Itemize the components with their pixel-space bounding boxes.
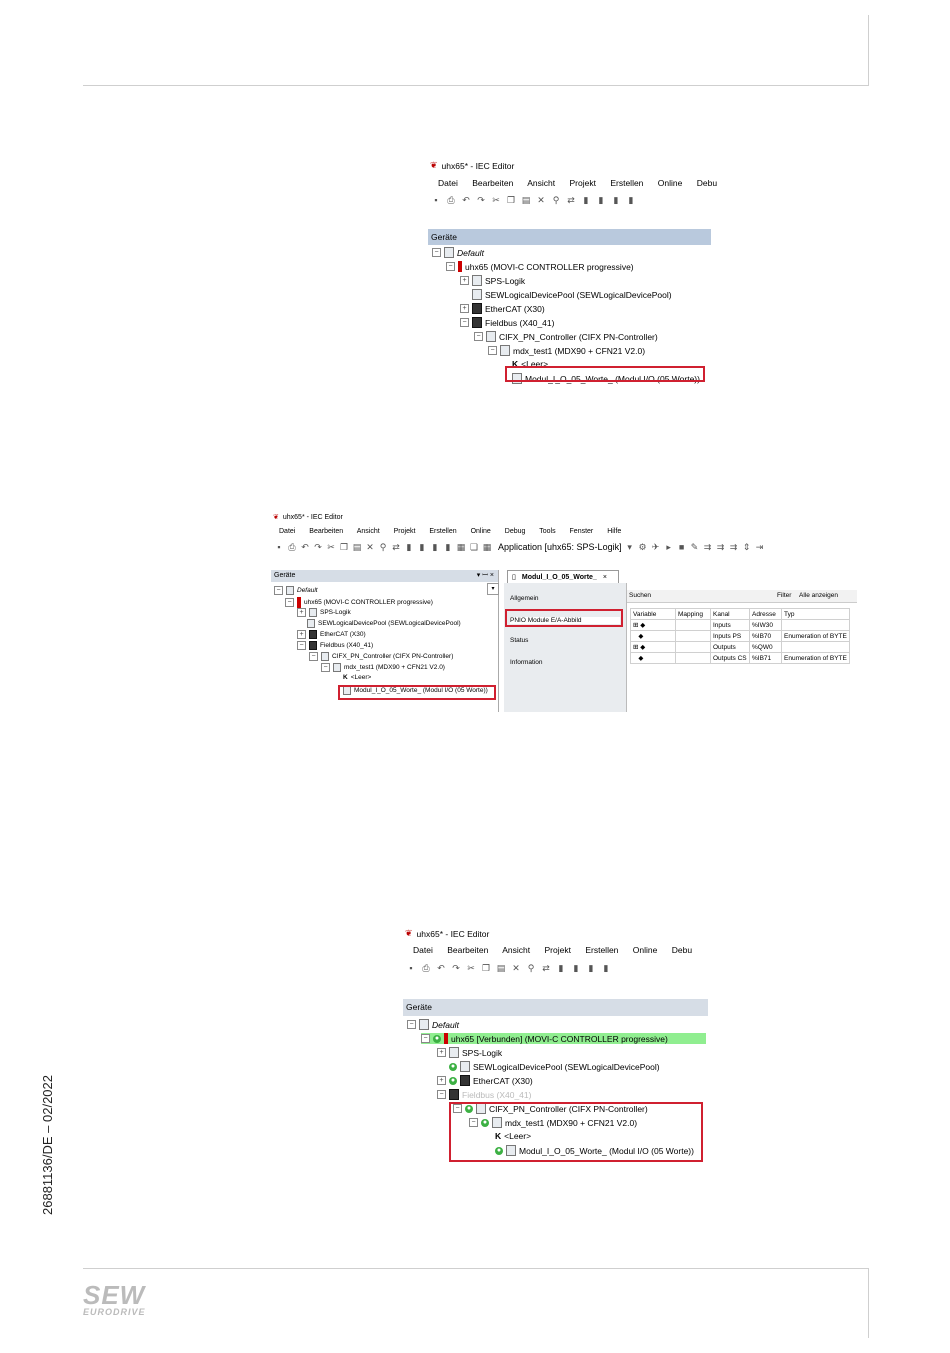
cut-icon[interactable]: ✂ bbox=[327, 542, 335, 552]
stop-icon[interactable]: ■ bbox=[678, 542, 685, 552]
replace-icon[interactable]: ⇄ bbox=[392, 542, 400, 552]
project-icon bbox=[444, 247, 454, 258]
logout-icon[interactable]: ✈ bbox=[651, 542, 660, 552]
collapse-icon[interactable]: − bbox=[274, 586, 283, 595]
cut-icon[interactable]: ✂ bbox=[467, 963, 475, 973]
menu-hilfe[interactable]: Hilfe bbox=[607, 528, 622, 535]
table-row[interactable] bbox=[631, 620, 850, 631]
connected-icon: ● bbox=[496, 1146, 502, 1154]
collapse-icon[interactable]: − bbox=[469, 1118, 478, 1127]
plc-logic-icon bbox=[449, 1047, 459, 1058]
screenshot-iec-editor-2 bbox=[271, 510, 857, 712]
menu-datei[interactable]: Datei bbox=[279, 528, 296, 535]
bus-icon bbox=[460, 1075, 470, 1086]
bookmark-prev-icon[interactable]: ▮ bbox=[432, 542, 438, 552]
expand-icon[interactable]: + bbox=[437, 1048, 446, 1057]
tree-item-empty-slot[interactable]: K <Leer> bbox=[343, 674, 372, 681]
adresse-cell: %IB71 bbox=[750, 653, 782, 664]
tree-item-device-pool[interactable]: ● SEWLogicalDevicePool (SEWLogicalDevicePool) bbox=[450, 1061, 660, 1072]
menu-erstellen[interactable]: Erstellen bbox=[429, 528, 457, 535]
col-adresse[interactable]: Adresse bbox=[750, 609, 782, 620]
find-icon[interactable]: ⚲ bbox=[379, 542, 387, 552]
tree-item-device-pool[interactable]: SEWLogicalDevicePool (SEWLogicalDevicePool) bbox=[472, 289, 672, 300]
bookmark-next-icon[interactable]: ▮ bbox=[598, 195, 604, 205]
delete-icon[interactable]: ✕ bbox=[537, 195, 545, 205]
panel-title: Geräte bbox=[274, 572, 296, 579]
variable-cell[interactable]: ◆ bbox=[631, 653, 676, 664]
editor-side-tabs bbox=[504, 583, 627, 712]
application-label[interactable]: Application [uhx65: SPS-Logik] bbox=[498, 542, 622, 552]
device-pool-icon bbox=[460, 1061, 470, 1072]
window-title: uhx65* - IEC Editor bbox=[282, 513, 343, 521]
copy-icon[interactable]: ❐ bbox=[339, 542, 349, 552]
tree-item-fieldbus[interactable]: − Fieldbus (X40_41) bbox=[437, 1089, 531, 1100]
paste-icon[interactable]: ▤ bbox=[521, 195, 531, 205]
tree-item-fieldbus[interactable]: − Fieldbus (X40_41) bbox=[297, 641, 373, 650]
bus-icon bbox=[472, 303, 482, 314]
tree-item-controller[interactable]: − uhx65 (MOVI-C CONTROLLER progressive) bbox=[285, 597, 433, 608]
undo-icon[interactable]: ↶ bbox=[301, 542, 309, 552]
tree-item-default[interactable]: − Default bbox=[274, 586, 318, 595]
plc-logic-icon bbox=[309, 608, 317, 617]
collapse-icon[interactable]: − bbox=[321, 663, 330, 672]
collapse-icon[interactable]: − bbox=[453, 1104, 462, 1113]
menu-bearbeiten[interactable]: Bearbeiten bbox=[309, 528, 344, 535]
variable-cell[interactable]: ⊞ ◆ bbox=[631, 642, 676, 653]
devices-panel-header bbox=[403, 999, 708, 1016]
tree-item-empty-slot[interactable]: K <Leer> bbox=[512, 359, 549, 369]
tree-item-device-pool[interactable]: SEWLogicalDevicePool (SEWLogicalDevicePool) bbox=[307, 619, 461, 628]
filter-label[interactable]: Filter bbox=[777, 592, 792, 599]
project-icon bbox=[286, 586, 294, 595]
bus-icon bbox=[449, 1089, 459, 1100]
tab-information[interactable]: Information bbox=[510, 659, 543, 666]
cut-icon[interactable]: ✂ bbox=[492, 195, 500, 205]
tree-item-fieldbus[interactable]: − Fieldbus (X40_41) bbox=[460, 317, 554, 328]
copy-icon[interactable]: ❐ bbox=[481, 963, 491, 973]
collapse-icon[interactable]: − bbox=[437, 1090, 446, 1099]
slot-icon: K bbox=[512, 359, 519, 369]
menu-debug[interactable]: Debug bbox=[504, 528, 526, 535]
connected-icon: ● bbox=[482, 1118, 488, 1126]
menu-erstellen[interactable]: Erstellen bbox=[610, 178, 644, 188]
adresse-cell: %IW30 bbox=[750, 620, 782, 631]
controller-icon bbox=[297, 597, 301, 608]
bookmark-next-icon[interactable]: ▮ bbox=[419, 542, 425, 552]
more-icon[interactable]: ⇥ bbox=[755, 542, 764, 552]
tree-item-mdx-test1[interactable]: − ● mdx_test1 (MDX90 + CFN21 V2.0) bbox=[469, 1117, 637, 1128]
col-variable[interactable]: Variable bbox=[631, 609, 676, 620]
find-icon[interactable]: ⚲ bbox=[527, 963, 535, 973]
bus-icon bbox=[309, 641, 317, 650]
menu-bearbeiten[interactable]: Bearbeiten bbox=[447, 945, 489, 955]
run-icon[interactable]: ▸ bbox=[666, 542, 671, 552]
mapping-cell bbox=[676, 620, 711, 631]
collapse-icon[interactable]: − bbox=[297, 641, 306, 650]
undo-icon[interactable]: ↶ bbox=[437, 963, 445, 973]
toolbar bbox=[431, 195, 711, 205]
mapping-cell bbox=[676, 642, 711, 653]
redbox-pnio bbox=[505, 609, 623, 627]
card-icon bbox=[486, 331, 496, 342]
header-rule bbox=[83, 85, 869, 86]
menu-bearbeiten[interactable]: Bearbeiten bbox=[472, 178, 514, 188]
menu-datei[interactable]: Datei bbox=[413, 945, 433, 955]
bookmark-clear-icon[interactable]: ▮ bbox=[603, 963, 609, 973]
table-row[interactable] bbox=[631, 653, 850, 664]
adresse-cell: %IB70 bbox=[750, 631, 782, 642]
menu-projekt[interactable]: Projekt bbox=[569, 178, 596, 188]
highlight-box bbox=[505, 366, 705, 382]
kanal-cell: Inputs bbox=[711, 620, 750, 631]
tree-item-ethercat[interactable]: + EtherCAT (X30) bbox=[460, 303, 545, 314]
device-pool-icon bbox=[472, 289, 482, 300]
kanal-cell: Outputs bbox=[711, 642, 750, 653]
bookmark-prev-icon[interactable]: ▮ bbox=[588, 963, 594, 973]
screenshot-iec-editor-3 bbox=[403, 925, 708, 1177]
menu-ansicht[interactable]: Ansicht bbox=[356, 528, 380, 535]
redo-icon[interactable]: ↷ bbox=[314, 542, 322, 552]
panel-title: Geräte bbox=[406, 1002, 432, 1012]
tree-item-cifx-controller[interactable]: − ● CIFX_PN_Controller (CIFX PN-Controller) bbox=[453, 1103, 648, 1114]
bookmark-clear-icon[interactable]: ▮ bbox=[445, 542, 451, 552]
table-row[interactable] bbox=[631, 642, 850, 653]
kanal-cell: Inputs PS bbox=[711, 631, 750, 642]
footer-side-rule bbox=[868, 1268, 869, 1338]
io-mapping-table bbox=[630, 608, 850, 664]
dropdown-icon[interactable]: ▾ bbox=[627, 542, 632, 552]
tree-item-io-module[interactable]: Modul_I_O_05_Worte_ (Modul I/O (05 Worte)) bbox=[343, 686, 488, 695]
window-title: uhx65* - IEC Editor bbox=[441, 160, 515, 171]
tree-item-sps-logik[interactable]: + SPS-Logik bbox=[460, 275, 525, 286]
typ-cell: Enumeration of BYTE bbox=[782, 631, 850, 642]
tree-item-cifx-controller[interactable]: − CIFX_PN_Controller (CIFX PN-Controller) bbox=[309, 652, 453, 661]
logo-bottom: EURODRIVE bbox=[83, 1307, 146, 1317]
devices-panel-header bbox=[428, 229, 711, 245]
mapping-cell bbox=[676, 631, 711, 642]
find-icon[interactable]: ⚲ bbox=[552, 195, 560, 205]
menu-bar bbox=[413, 945, 708, 955]
sew-logo bbox=[83, 1280, 146, 1317]
reset-icon[interactable]: ✎ bbox=[690, 542, 699, 552]
tree-item-mdx-test1[interactable]: − mdx_test1 (MDX90 + CFN21 V2.0) bbox=[488, 345, 645, 356]
search-label[interactable]: Suchen bbox=[629, 592, 652, 599]
close-icon[interactable]: × bbox=[602, 574, 607, 581]
replace-icon[interactable]: ⇄ bbox=[542, 963, 550, 973]
variable-cell[interactable]: ⊞ ◆ bbox=[631, 620, 676, 631]
save-icon[interactable]: ▪ bbox=[434, 195, 438, 205]
collapse-icon[interactable]: − bbox=[407, 1020, 416, 1029]
copy-icon[interactable]: ❐ bbox=[506, 195, 516, 205]
delete-icon[interactable]: ✕ bbox=[512, 963, 520, 973]
tree-item-ethercat[interactable]: + EtherCAT (X30) bbox=[297, 630, 366, 639]
connected-icon: ● bbox=[466, 1104, 472, 1112]
search-bar bbox=[627, 590, 857, 603]
collapse-icon[interactable]: − bbox=[285, 598, 294, 607]
col-mapping[interactable]: Mapping bbox=[676, 609, 711, 620]
slot-icon: K bbox=[495, 1131, 502, 1141]
menu-online[interactable]: Online bbox=[632, 945, 658, 955]
menu-projekt[interactable]: Projekt bbox=[393, 528, 416, 535]
window-title: uhx65* - IEC Editor bbox=[416, 928, 490, 939]
bookmark-clear-icon[interactable]: ▮ bbox=[628, 195, 634, 205]
menu-debug[interactable]: Debu bbox=[696, 178, 718, 188]
plc-logic-icon bbox=[472, 275, 482, 286]
variable-cell[interactable]: ◆ bbox=[631, 631, 676, 642]
menu-projekt[interactable]: Projekt bbox=[544, 945, 571, 955]
typ-cell: Enumeration of BYTE bbox=[782, 653, 850, 664]
step-icon[interactable]: ⇉ bbox=[703, 542, 712, 552]
collapse-icon[interactable]: − bbox=[421, 1034, 430, 1043]
bus-icon bbox=[309, 630, 317, 639]
app-icon: ❦ bbox=[430, 160, 438, 170]
build-icon[interactable]: ▦ bbox=[456, 542, 466, 552]
expand-icon[interactable]: + bbox=[297, 630, 306, 639]
card-icon bbox=[321, 652, 329, 661]
replace-icon[interactable]: ⇄ bbox=[567, 195, 575, 205]
tree-item-controller[interactable]: − uhx65 (MOVI-C CONTROLLER progressive) bbox=[446, 261, 634, 272]
paste-icon[interactable]: ▤ bbox=[352, 542, 362, 552]
menu-erstellen[interactable]: Erstellen bbox=[585, 945, 619, 955]
screenshot-iec-editor-1 bbox=[428, 157, 718, 395]
collapse-icon[interactable]: − bbox=[309, 652, 318, 661]
logo-top: SEW bbox=[83, 1280, 146, 1310]
print-icon[interactable]: ⎙ bbox=[447, 195, 455, 205]
tree-item-sps-logik[interactable]: + SPS-Logik bbox=[437, 1047, 502, 1058]
step-out-icon[interactable]: ⇉ bbox=[729, 542, 738, 552]
typ-cell bbox=[782, 642, 850, 653]
menu-bar bbox=[438, 178, 718, 188]
header-side-rule bbox=[868, 15, 869, 85]
paste-icon[interactable]: ▤ bbox=[496, 963, 506, 973]
toolbar bbox=[406, 963, 708, 973]
collapse-icon[interactable]: − bbox=[446, 262, 455, 271]
expand-icon[interactable]: + bbox=[460, 304, 469, 313]
new-icon[interactable]: ❏ bbox=[469, 542, 479, 552]
print-icon[interactable]: ⎙ bbox=[288, 542, 296, 552]
redo-icon[interactable]: ↷ bbox=[452, 963, 460, 973]
panel-controls-icon[interactable]: ▾ ꟷ × bbox=[476, 572, 494, 579]
project-icon bbox=[419, 1019, 429, 1030]
drive-icon bbox=[500, 345, 510, 356]
collapse-icon[interactable]: − bbox=[488, 346, 497, 355]
footer-rule bbox=[83, 1268, 869, 1269]
grid-icon[interactable]: ▦ bbox=[482, 542, 492, 552]
typ-cell bbox=[782, 620, 850, 631]
tree-item-default[interactable]: − Default bbox=[432, 247, 484, 258]
menu-debug[interactable]: Debu bbox=[671, 945, 693, 955]
table-header-row bbox=[631, 609, 850, 620]
menu-datei[interactable]: Datei bbox=[438, 178, 458, 188]
delete-icon[interactable]: ✕ bbox=[366, 542, 374, 552]
expand-icon[interactable]: + bbox=[297, 608, 306, 617]
menu-online[interactable]: Online bbox=[470, 528, 491, 535]
tree-item-io-module[interactable]: ● Modul_I_O_05_Worte_ (Modul I/O (05 Worte)) bbox=[496, 1145, 694, 1156]
controller-icon bbox=[444, 1033, 448, 1044]
tree-item-cifx-controller[interactable]: − CIFX_PN_Controller (CIFX PN-Controller) bbox=[474, 331, 658, 342]
collapse-icon[interactable]: − bbox=[460, 318, 469, 327]
bookmark-icon[interactable]: ▮ bbox=[406, 542, 412, 552]
connected-icon: ● bbox=[434, 1034, 440, 1042]
print-icon[interactable]: ⎙ bbox=[422, 963, 430, 973]
tab-status[interactable]: Status bbox=[510, 637, 529, 644]
bookmark-icon[interactable]: ▮ bbox=[558, 963, 564, 973]
controller-icon bbox=[458, 261, 462, 272]
drive-icon bbox=[333, 663, 341, 672]
slot-icon: K bbox=[343, 674, 348, 681]
connected-icon: ● bbox=[450, 1062, 456, 1070]
tree-item-ethercat[interactable]: + ● EtherCAT (X30) bbox=[437, 1075, 533, 1086]
expand-icon[interactable]: + bbox=[437, 1076, 446, 1085]
tree-item-mdx-test1[interactable]: − mdx_test1 (MDX90 + CFN21 V2.0) bbox=[321, 663, 445, 672]
bus-icon bbox=[472, 317, 482, 328]
col-kanal[interactable]: Kanal bbox=[711, 609, 750, 620]
menu-fenster[interactable]: Fenster bbox=[569, 528, 594, 535]
toolbar bbox=[274, 542, 857, 552]
menu-ansicht[interactable]: Ansicht bbox=[502, 945, 531, 955]
table-row[interactable] bbox=[631, 631, 850, 642]
tree-item-default[interactable]: − Default bbox=[407, 1019, 459, 1030]
tree-item-sps-logik[interactable]: + SPS-Logik bbox=[297, 608, 351, 617]
mapping-cell bbox=[676, 653, 711, 664]
breakpoint-icon[interactable]: ⇕ bbox=[742, 542, 751, 552]
login-icon[interactable]: ⚙ bbox=[638, 542, 647, 552]
tab-allgemein[interactable]: Allgemein bbox=[510, 595, 539, 602]
editor-tab[interactable]: ▯ Modul_I_O_05_Worte_ × bbox=[507, 570, 619, 583]
redbox-module bbox=[338, 685, 496, 700]
highlight-box bbox=[449, 1102, 703, 1162]
bookmark-icon[interactable]: ▮ bbox=[583, 195, 589, 205]
module-icon: ▯ bbox=[512, 574, 516, 581]
step-into-icon[interactable]: ⇉ bbox=[716, 542, 725, 552]
kanal-cell: Outputs CS bbox=[711, 653, 750, 664]
save-icon[interactable]: ▪ bbox=[409, 963, 413, 973]
redo-icon[interactable]: ↷ bbox=[477, 195, 485, 205]
connected-icon: ● bbox=[450, 1076, 456, 1084]
col-typ[interactable]: Typ bbox=[782, 609, 850, 620]
bookmark-prev-icon[interactable]: ▮ bbox=[613, 195, 619, 205]
tab-pnio-abbild[interactable]: PNIO Module E/A-Abbild bbox=[510, 617, 620, 624]
filter-select[interactable]: Alle anzeigen bbox=[799, 592, 839, 599]
tree-item-controller[interactable]: − ● uhx65 [Verbunden] (MOVI-C CONTROLLER progressive) bbox=[421, 1033, 706, 1044]
menu-bar bbox=[279, 528, 857, 535]
tree-item-empty-slot[interactable]: K <Leer> bbox=[495, 1131, 532, 1141]
expand-icon[interactable]: + bbox=[460, 276, 469, 285]
app-icon: ❦ bbox=[405, 928, 413, 938]
document-id: 26881136/DE – 02/2022 bbox=[40, 1075, 55, 1215]
menu-ansicht[interactable]: Ansicht bbox=[527, 178, 556, 188]
device-pool-icon bbox=[307, 619, 315, 628]
scrollbar[interactable]: ▾ bbox=[487, 583, 499, 595]
save-icon[interactable]: ▪ bbox=[277, 542, 281, 552]
undo-icon[interactable]: ↶ bbox=[462, 195, 470, 205]
bookmark-next-icon[interactable]: ▮ bbox=[573, 963, 579, 973]
adresse-cell: %QW0 bbox=[750, 642, 782, 653]
app-icon: ❦ bbox=[273, 514, 279, 521]
menu-online[interactable]: Online bbox=[657, 178, 683, 188]
menu-tools[interactable]: Tools bbox=[539, 528, 556, 535]
collapse-icon[interactable]: − bbox=[432, 248, 441, 257]
panel-title: Geräte bbox=[431, 232, 457, 242]
tree-item-io-module[interactable]: Modul_I_O_05_Worte_ (Modul I/O (05 Worte)) bbox=[512, 373, 700, 384]
collapse-icon[interactable]: − bbox=[474, 332, 483, 341]
devices-panel-header bbox=[271, 570, 498, 582]
